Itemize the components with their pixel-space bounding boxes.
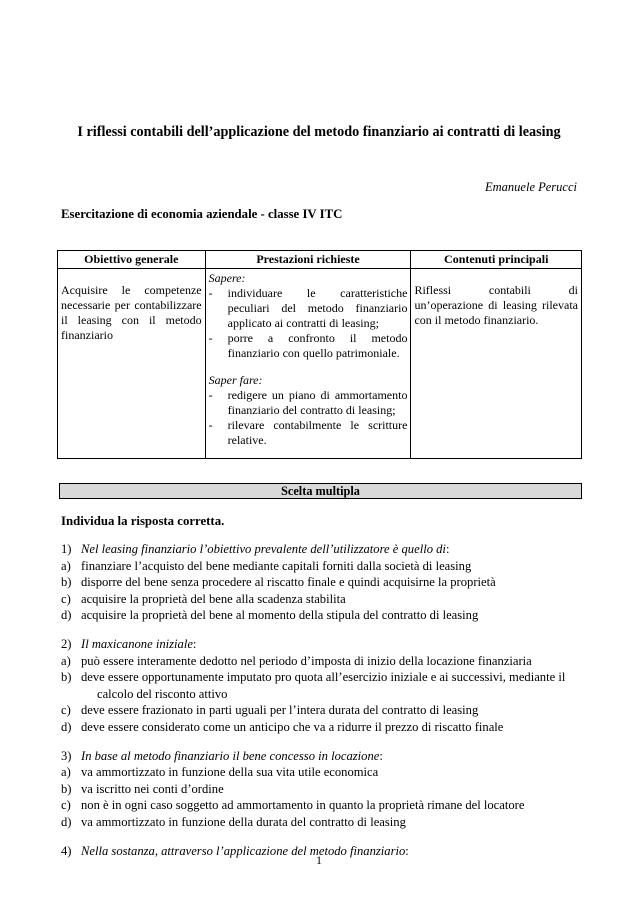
option-text: va ammortizzato in funzione della sua vita utile economica xyxy=(81,765,379,779)
answer-option xyxy=(61,719,581,736)
question-suffix: : xyxy=(445,542,450,556)
bullet-dash: - xyxy=(208,286,213,300)
document-title: I riflessi contabili dell’applicazione del metodo finanziario ai contratti di leasing xyxy=(77,124,561,140)
objective-text: Acquisire le competenze necessarie per contabilizzare il leasing con il metodo finanziario xyxy=(61,283,202,342)
objective-cell xyxy=(58,269,206,459)
question-stem xyxy=(61,541,581,558)
question-text: In base al metodo finanziario il bene concesso in locazione xyxy=(81,748,380,763)
question-suffix: : xyxy=(192,637,197,651)
answer-option xyxy=(61,702,581,719)
option-letter: a) xyxy=(61,765,71,779)
objectives-table-row xyxy=(58,269,582,459)
option-letter: c) xyxy=(61,591,71,606)
answer-option xyxy=(61,814,581,831)
author-name: Emanuele Perucci xyxy=(485,180,577,194)
answer-option xyxy=(61,797,581,814)
question-text: Nel leasing finanziario l’obiettivo prevalente dell’utilizzatore è quello di xyxy=(81,542,446,556)
sapere-item xyxy=(209,331,408,361)
questions-list xyxy=(61,541,581,872)
sapere-item-text: individuare le caratteristiche peculiari del metodo finanziario applicato ai contratti di leasing; xyxy=(227,286,408,330)
option-letter: b) xyxy=(61,781,72,796)
option-letter: d) xyxy=(61,814,72,829)
exercise-subtitle: Esercitazione di economia aziendale - classe IV ITC xyxy=(61,207,343,221)
option-text: va iscritto nei conti d’ordine xyxy=(81,781,224,796)
answer-option xyxy=(61,653,581,670)
answer-option xyxy=(61,669,581,686)
question-suffix: : xyxy=(379,748,383,763)
saper-fare-item-text: redigere un piano di ammortamento finanziario del contratto di leasing; xyxy=(227,388,408,417)
saper-fare-item-text: rilevare contabilmente le scritture relative. xyxy=(227,418,408,447)
contents-cell xyxy=(411,269,582,459)
saper-fare-item xyxy=(209,388,408,418)
answer-option xyxy=(61,558,581,575)
sapere-item-text: porre a confronto il metodo finanziario con quello patrimoniale. xyxy=(227,331,408,360)
objectives-table xyxy=(57,250,582,459)
header-objective: Obiettivo generale xyxy=(58,251,206,269)
header-contents: Contenuti principali xyxy=(411,251,582,269)
question-number: 3) xyxy=(61,748,72,763)
question-text: Il maxicanone iniziale xyxy=(81,637,193,651)
option-letter: c) xyxy=(61,703,71,717)
option-text: può essere interamente dedotto nel periodo d’imposta di inizio della locazione finanziaria xyxy=(81,653,532,668)
option-letter: c) xyxy=(61,798,71,812)
question-stem xyxy=(61,748,581,765)
option-text: finanziare l’acquisto del bene mediante capitali forniti dalla società di leasing xyxy=(81,558,472,573)
option-text: disporre del bene senza procedere al riscatto finale e quindi acquisirne la proprietà xyxy=(81,575,496,589)
answer-option xyxy=(61,781,581,798)
option-text: acquisire la proprietà del bene al momento della stipula del contratto di leasing xyxy=(81,608,479,622)
option-text: deve essere frazionato in parti uguali per l’intera durata del contratto di leasing xyxy=(81,703,479,717)
question-stem xyxy=(61,636,581,653)
question-number: 2) xyxy=(61,637,72,651)
contents-text: Riflessi contabili di un’operazione di leasing rilevata con il metodo finanziario. xyxy=(414,283,578,327)
option-letter: a) xyxy=(61,653,71,668)
answer-option xyxy=(61,591,581,608)
question-3 xyxy=(61,748,581,831)
option-letter: d) xyxy=(61,608,72,622)
question-number: 1) xyxy=(61,542,72,556)
option-text: deve essere considerato come un anticipo che va a ridurre il prezzo di riscatto finale xyxy=(81,719,504,734)
question-text: Nella sostanza, attraverso l’applicazione del metodo finanziario xyxy=(81,843,406,858)
option-text: acquisire la proprietà del bene alla scadenza stabilita xyxy=(81,591,346,606)
bullet-dash: - xyxy=(208,331,213,345)
answer-option xyxy=(61,764,581,781)
sapere-item xyxy=(209,286,408,331)
option-text: va ammortizzato in funzione della durata del contratto di leasing xyxy=(81,814,406,829)
question-number: 4) xyxy=(61,843,72,858)
answer-option xyxy=(61,607,581,624)
option-text: non è in ogni caso soggetto ad ammortamento in quanto la proprietà rimane del locatore xyxy=(81,798,525,812)
option-letter: d) xyxy=(61,719,72,734)
answer-option xyxy=(61,574,581,591)
bullet-dash: - xyxy=(208,418,213,432)
question-2 xyxy=(61,636,581,735)
instruction-text: Individua la risposta corretta. xyxy=(61,514,225,528)
bullet-dash: - xyxy=(208,388,213,402)
question-suffix: : xyxy=(405,843,409,858)
multiple-choice-header: Scelta multipla xyxy=(59,483,582,499)
option-letter: a) xyxy=(61,558,71,573)
option-letter: b) xyxy=(61,670,72,684)
question-1 xyxy=(61,541,581,624)
sapere-label: Sapere: xyxy=(208,271,246,285)
header-performance: Prestazioni richieste xyxy=(205,251,411,269)
saper-fare-label: Saper fare: xyxy=(208,373,263,387)
option-text: deve essere opportunamente imputato pro quota all’esercizio iniziale e ai successivi, mediante il xyxy=(81,670,566,684)
page-number: 1 xyxy=(316,855,322,867)
performance-cell xyxy=(205,269,411,459)
option-continuation: calcolo del risconto attivo xyxy=(97,686,228,701)
saper-fare-item xyxy=(209,418,408,448)
option-letter: b) xyxy=(61,575,72,589)
objectives-table-header-row xyxy=(58,251,582,269)
